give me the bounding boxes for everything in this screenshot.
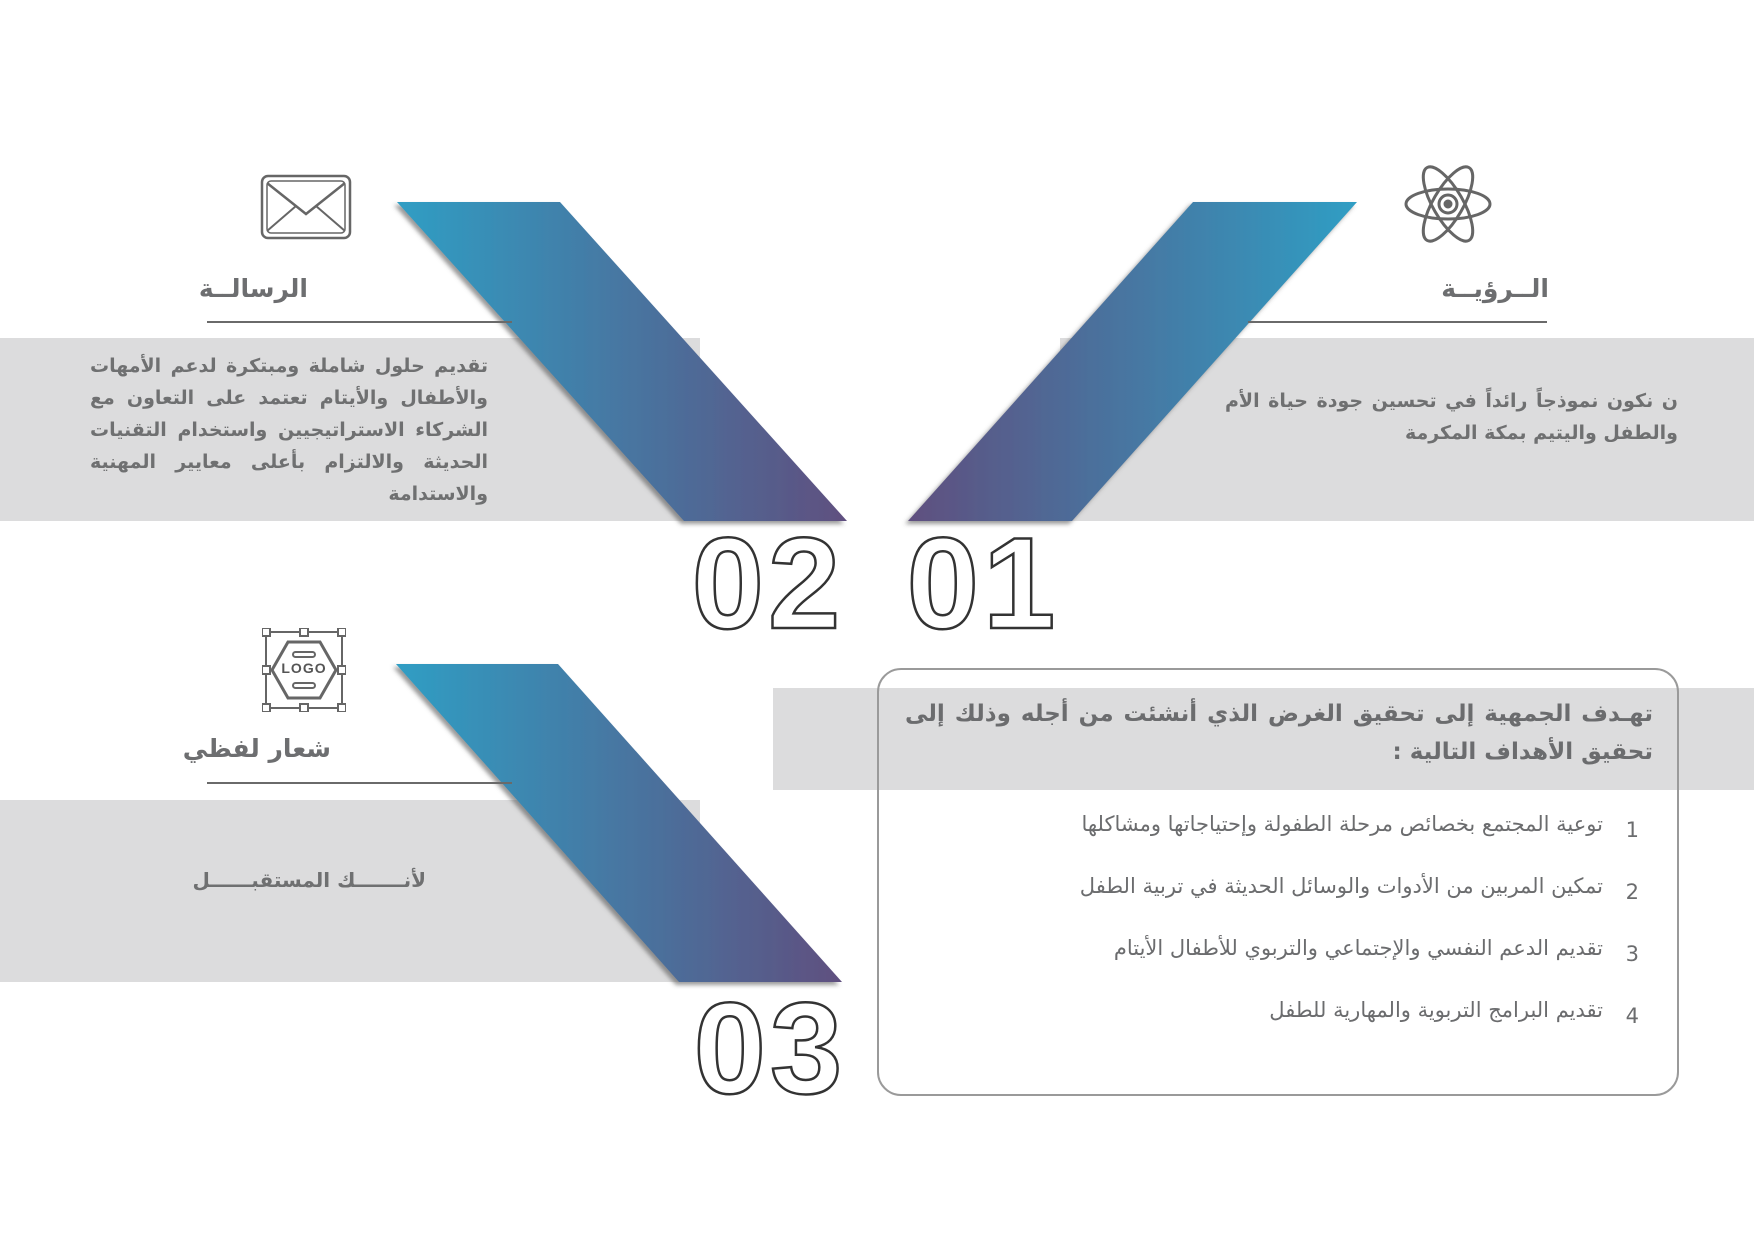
goal-number-4: 4 (1625, 1004, 1639, 1028)
goal-item-4 (919, 998, 1639, 1060)
goal-text-2: تمكين المربين من الأدوات والوسائل الحديثة في تربية الطفل (1079, 874, 1603, 898)
slogan-text: لأنـــــــك المستقبــــــل (192, 868, 426, 892)
goal-number-2: 2 (1625, 880, 1639, 904)
goal-number-3: 3 (1625, 942, 1639, 966)
slogan-number: 03 (693, 975, 847, 1121)
vision-title: الــرؤيــة (1441, 274, 1549, 303)
goal-text-3: تقديم الدعم النفسي والإجتماعي والتربوي للأطفال الأيتام (1113, 936, 1603, 960)
logo-icon (262, 628, 346, 712)
slogan-title: شعار لفظي (182, 734, 331, 763)
vision-number: 01 (906, 510, 1060, 656)
vision-text: ن نكون نموذجاً رائداً في تحسين جودة حياة الأم والطفل واليتيم بمكة المكرمة (1225, 390, 1678, 444)
goal-text-1: توعية المجتمع بخصائص مرحلة الطفولة وإحتياجاتها ومشاكلها (1081, 812, 1603, 836)
slogan-title-underline (207, 782, 512, 784)
mission-title: الرسالــة (198, 274, 308, 303)
goal-item-2 (919, 874, 1639, 936)
goal-text-4: تقديم البرامج التربوية والمهارية للطفل (1269, 998, 1603, 1022)
goal-number-1: 1 (1625, 818, 1639, 842)
mission-text: تقديم حلول شاملة ومبتكرة لدعم الأمهات والأطفال والأيتام تعتمد على التعاون مع الشركاء الاستراتيجيين واستخدام التقنيات الحديثة والالتزام بأعلى معايير المهنية والاستدامة (90, 355, 488, 505)
vision-ribbon (908, 202, 1357, 521)
goal-item-3 (919, 936, 1639, 998)
vision-title-underline (1248, 321, 1547, 323)
mission-number: 02 (691, 510, 845, 656)
goals-intro: تهـدف الجمهية إلى تحقيق الغرض الذي أنشئت من أجله وذلك إلى تحقيق الأهداف التالية : (905, 701, 1653, 765)
mission-title-underline (207, 321, 512, 323)
goal-item-1 (919, 812, 1639, 874)
envelope-icon (260, 174, 352, 240)
logo-text: LOGO (281, 660, 327, 676)
goals-list (919, 812, 1639, 1060)
slogan-ribbon (396, 664, 842, 982)
atom-icon (1400, 158, 1496, 250)
